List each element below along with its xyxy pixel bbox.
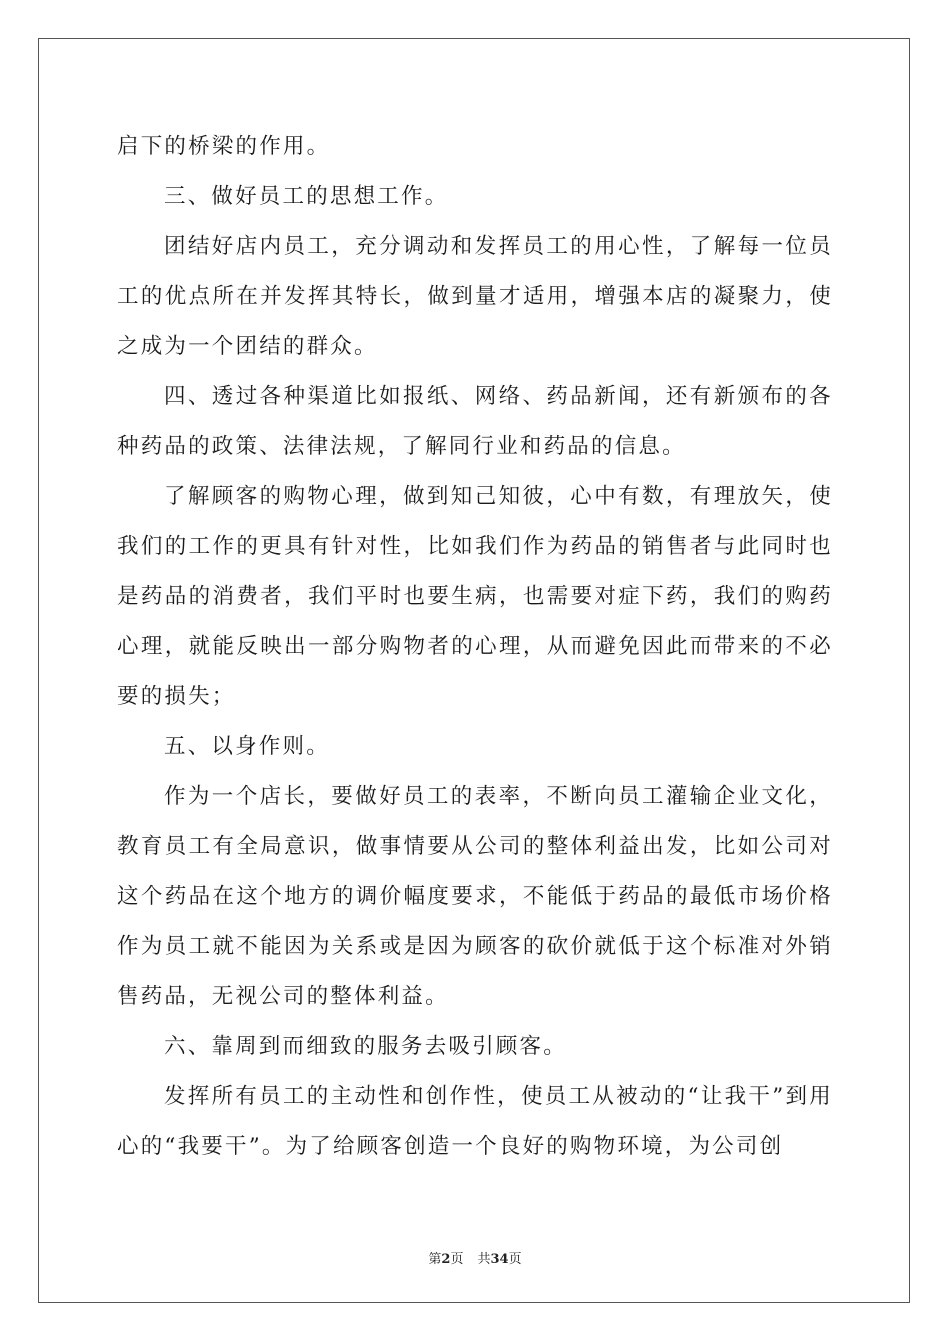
page-suffix: 页 <box>450 1252 464 1267</box>
paragraph-5: 了解顾客的购物心理，做到知己知彼，心中有数，有理放矢，使我们的工作的更具有针对性，比如我们作为药品的销售者与此同时也是药品的消费者，我们平时也要生病，也需要对症下药，我们的购药心理，就能反映出一部分购物者的心理，从而避免因此而带来的不必要的损失； <box>117 484 833 709</box>
total-suffix: 页 <box>508 1252 522 1267</box>
heading-6: 六、靠周到而细致的服务去吸引顾客。 <box>164 1034 567 1059</box>
paragraph-9: 发挥所有员工的主动性和创作性，使员工从被动的“让我干”到用心的“我要干”。为了给顾客创造一个良好的购物环境，为公司创 <box>117 1084 833 1159</box>
page-footer <box>0 1248 950 1267</box>
page-prefix: 第 <box>428 1252 442 1267</box>
heading-4: 四、透过各种渠道比如报纸、网络、药品新闻，还有新颁布的各种药品的政策、法律法规，了解同行业和药品的信息。 <box>117 384 833 459</box>
total-pages: 34 <box>490 1252 509 1267</box>
paragraph-7: 作为一个店长，要做好员工的表率，不断向员工灌输企业文化，教育员工有全局意识，做事情要从公司的整体利益出发，比如公司对这个药品在这个地方的调价幅度要求，不能低于药品的最低市场价格作为员工就不能因为关系或是因为顾客的砍价就低于这个标准对外销售药品，无视公司的整体利益。 <box>117 784 833 1009</box>
heading-5: 五、以身作则。 <box>164 734 330 759</box>
page-number: 2 <box>441 1252 451 1267</box>
document-body <box>117 122 833 1172</box>
paragraph-1: 启下的桥梁的作用。 <box>117 134 331 159</box>
heading-3: 三、做好员工的思想工作。 <box>164 184 449 209</box>
total-prefix: 共 <box>477 1252 491 1267</box>
paragraph-3: 团结好店内员工，充分调动和发挥员工的用心性，了解每一位员工的优点所在并发挥其特长，做到量才适用，增强本店的凝聚力，使之成为一个团结的群众。 <box>117 234 833 359</box>
